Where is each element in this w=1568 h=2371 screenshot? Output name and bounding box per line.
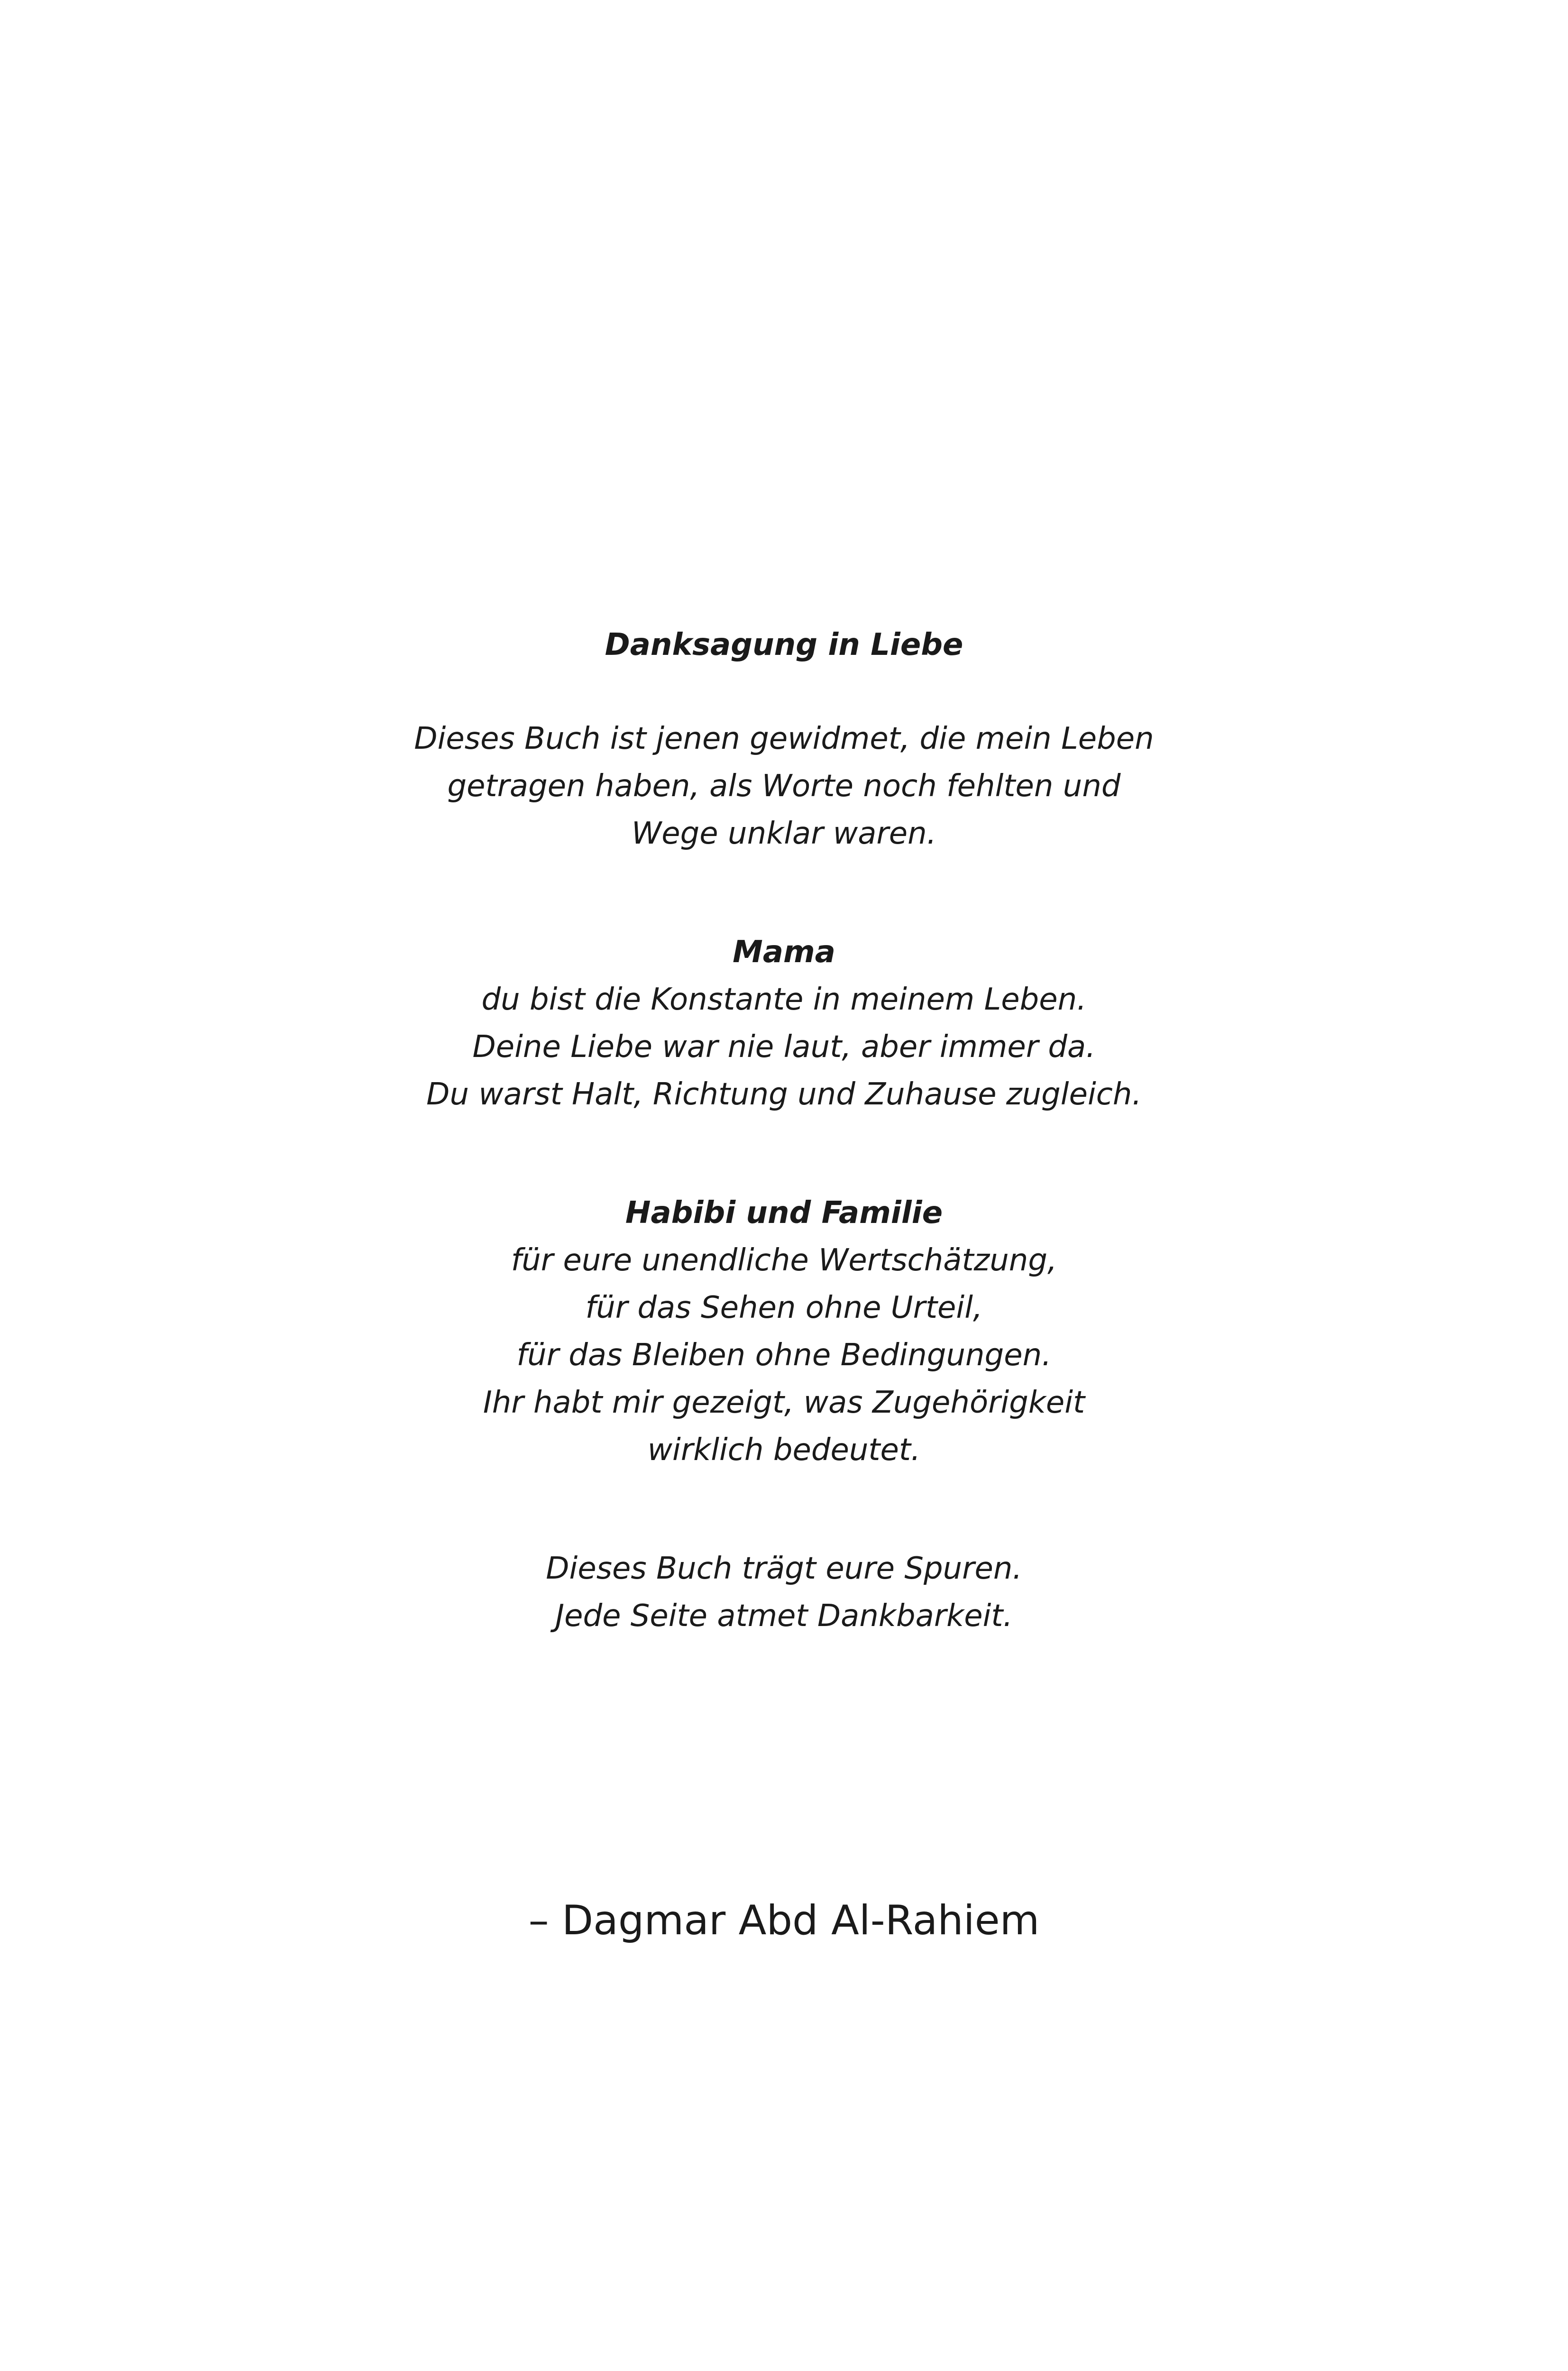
mama-section <box>0 928 1568 1118</box>
mama-heading: Mama <box>733 935 835 970</box>
intro-paragraph <box>0 715 1568 857</box>
family-section <box>0 1189 1568 1474</box>
family-line: für das Sehen ohne Urteil, <box>585 1290 983 1325</box>
mama-line: Du warst Halt, Richtung und Zuhause zugleich. <box>426 1077 1142 1112</box>
intro-line: Wege unklar waren. <box>632 816 936 851</box>
dedication-text <box>0 621 1568 1640</box>
closing-line: Dieses Buch trägt eure Spuren. <box>546 1551 1022 1586</box>
author-signature: – Dagmar Abd Al-Rahiem <box>528 1897 1040 1944</box>
title-block <box>0 621 1568 669</box>
closing-paragraph <box>0 1545 1568 1640</box>
mama-line: Deine Liebe war nie laut, aber immer da. <box>472 1029 1096 1065</box>
page-title: Danksagung in Liebe <box>605 627 963 662</box>
family-heading: Habibi und Familie <box>625 1195 943 1231</box>
family-line: für eure unendliche Wertschätzung, <box>511 1243 1057 1278</box>
family-line: wirklich bedeutet. <box>647 1433 921 1468</box>
intro-line: getragen haben, als Worte noch fehlten und <box>447 769 1121 804</box>
intro-line: Dieses Buch ist jenen gewidmet, die mein Leben <box>414 721 1154 756</box>
family-line: Ihr habt mir gezeigt, was Zugehörigkeit <box>483 1385 1085 1420</box>
family-line: für das Bleiben ohne Bedingungen. <box>516 1338 1052 1373</box>
mama-line: du bist die Konstante in meinem Leben. <box>481 982 1087 1017</box>
closing-line: Jede Seite atmet Dankbarkeit. <box>555 1599 1013 1634</box>
